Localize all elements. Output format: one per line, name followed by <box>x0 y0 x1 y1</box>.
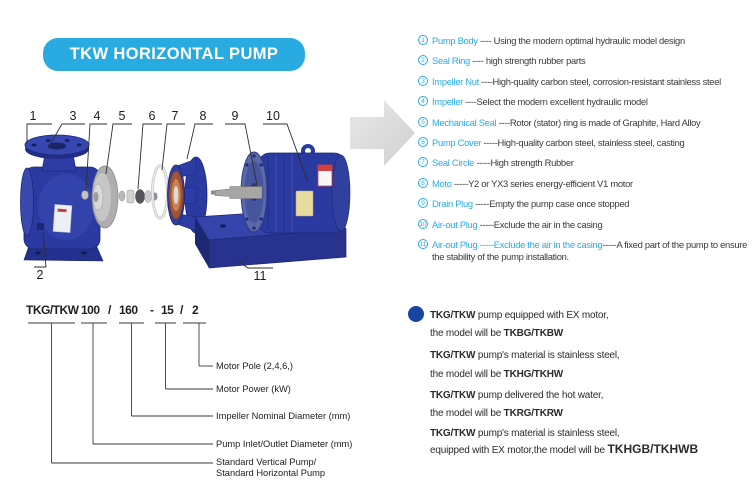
part-number-label: 8 <box>199 109 207 123</box>
variants-block <box>400 300 756 475</box>
model-callout-label: Impeller Nominal Diameter (mm) <box>216 411 351 421</box>
variant-line: the model will be TKRG/TKRW <box>430 408 563 419</box>
part-list-item: 1 Pump Body ---- Using the modern optimal hydraulic model design <box>418 33 756 53</box>
model-callout-label: Motor Pole (2,4,6,) <box>216 361 293 371</box>
part-number-label: 4 <box>93 109 101 123</box>
model-callout-label: Standard Horizontal Pump <box>216 468 326 478</box>
variant-line: TKG/TKW pump's material is stainless steel, <box>430 428 620 439</box>
pump-body-figure <box>21 135 104 261</box>
pump-exploded-diagram <box>10 95 416 290</box>
part-list-item: 8 Moto -----Y2 or YX3 series energy-efficient V1 motor <box>418 176 756 196</box>
model-code-token: - <box>150 303 154 317</box>
model-callout-label: Pump Inlet/Outlet Diameter (mm) <box>216 439 353 449</box>
o-ring-figure <box>153 166 168 218</box>
right-arrow-icon <box>350 100 415 166</box>
title-banner <box>43 38 305 71</box>
part-list-item: 3 Impeller Nut ----High-quality carbon steel, corrosion-resistant stainless steel <box>418 74 756 94</box>
variant-line: the model will be TKHG/TKHW <box>430 369 563 380</box>
part-list-item: 11 Air-out Plug -----Exclude the air in the casing-----A fixed part of the pump to ensure the stability of the pump installation. <box>419 238 747 263</box>
model-code-token: 2 <box>192 303 199 317</box>
parts-list <box>418 33 756 263</box>
part-number-label: 5 <box>118 109 126 123</box>
model-callout-label: Motor Power (kW) <box>216 384 291 394</box>
model-code-token: 100 <box>81 303 100 317</box>
part-number-badge: 1 <box>418 35 428 45</box>
part-list-item: 2 Seal Ring ---- high strength rubber parts <box>418 53 756 73</box>
part-number-badge: 10 <box>419 220 427 228</box>
part-number-label: 2 <box>36 268 44 282</box>
part-number-badge: 9 <box>418 198 428 208</box>
part-number-badge: 11 <box>419 240 427 248</box>
part-number-label: 10 <box>266 109 280 123</box>
part-number-label: 6 <box>148 109 156 123</box>
model-code-token: / <box>108 303 111 317</box>
variant-line: equipped with EX motor,the model will be TKHGB/TKHWB <box>430 442 699 456</box>
part-number-badge: 5 <box>418 117 428 127</box>
bullet-dot-icon <box>408 306 424 322</box>
part-number-label: 7 <box>171 109 179 123</box>
part-number-badge: 7 <box>418 157 428 167</box>
model-code-token: TKG/TKW <box>26 303 79 317</box>
model-code-token: 160 <box>119 303 138 317</box>
variant-line: TKG/TKW pump delivered the hot water, <box>430 390 604 401</box>
part-number-label: 1 <box>29 109 37 123</box>
model-code-token: / <box>180 303 183 317</box>
part-list-item: 5 Mechanical Seal ----Rotor (stator) ring is made of Graphite, Hard Alloy <box>418 115 756 135</box>
part-number-badge: 8 <box>418 178 428 188</box>
part-number-badge: 3 <box>418 76 428 86</box>
variant-line: the model will be TKBG/TKBW <box>430 328 563 339</box>
page-title: TKW HORIZONTAL PUMP <box>69 45 279 63</box>
part-number-label: 11 <box>253 269 267 283</box>
part-number-label: 9 <box>231 109 239 123</box>
part-list-item: 9 Drain Plug -----Empty the pump case once stopped <box>418 196 756 216</box>
variant-line: TKG/TKW pump's material is stainless steel, <box>430 350 620 361</box>
part-number-badge: 6 <box>418 137 428 147</box>
model-code-diagram <box>20 293 360 493</box>
shaft-figure <box>211 187 262 199</box>
variant-line: TKG/TKW pump equipped with EX motor, <box>430 310 609 321</box>
part-number-badge: 4 <box>418 96 428 106</box>
part-list-item: 6 Pump Cover -----High-quality carbon steel, stainless steel, casting <box>418 135 756 155</box>
part-list-item: 10 Air-out Plug -----Exclude the air in the casing <box>419 218 603 230</box>
part-number-label: 3 <box>69 109 77 123</box>
model-callout-label: Standard Vertical Pump/ <box>216 457 317 467</box>
part-list-item: 7 Seal Circle -----High strength Rubber <box>418 155 756 175</box>
part-number-badge: 2 <box>418 55 428 65</box>
model-code-token: 15 <box>161 303 174 317</box>
part-list-item: 4 Impeller ----Select the modern excellent hydraulic model <box>418 94 756 114</box>
